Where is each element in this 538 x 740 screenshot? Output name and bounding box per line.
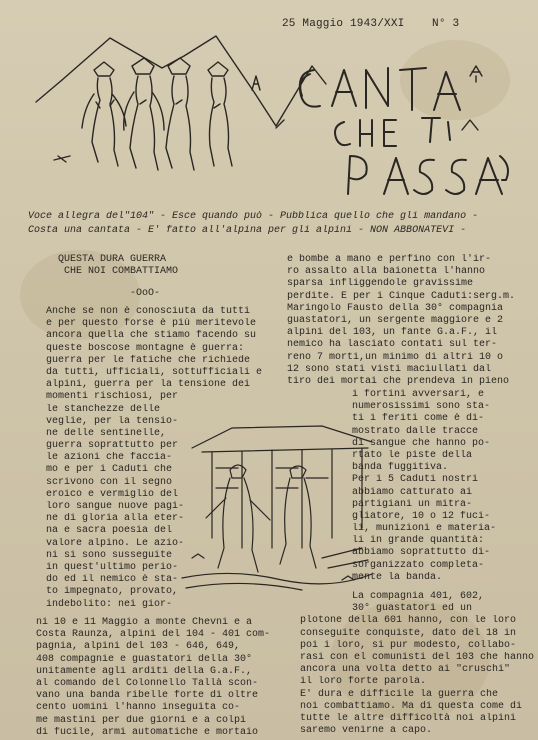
text-line: ancora una volta detto ai "cruschi" (300, 664, 511, 676)
text-line: di fucile, armi automatiche e mortaio (36, 726, 259, 738)
text-line: mente la banda. (352, 571, 443, 583)
text-line: 12 sono stati visti maciullati dal (287, 363, 492, 375)
right-column-bottom (300, 591, 536, 737)
text-line: i fortini avversari, e (352, 389, 485, 400)
text-line: abbiamo catturato ai (352, 486, 473, 498)
text-line: alpini del 103, un fante G.a.F., il (287, 327, 498, 339)
dateline (282, 18, 459, 30)
text-line: Costa Raunza, alpini del 104 - 401 com- (36, 629, 271, 641)
text-line: rasi con el comunisti del 103 che hanno (300, 651, 535, 663)
text-line: sparsa infliggendole gravissime (287, 278, 474, 290)
text-line: Maringolo Fausto della 30° compagnia (287, 302, 504, 314)
masthead-drawing (14, 30, 534, 210)
text-line: me mastini per due giorni e a colpi (36, 714, 247, 726)
text-line: loro sangue nuove pagi- (46, 501, 185, 512)
article-headline-2: CHE NOI COMBATTIAMO (64, 266, 179, 277)
tagline-2: Costa una cantata - E' fatto all'alpina per gli alpini - NON ABBONATEVI - (28, 225, 467, 236)
alpini-figures (54, 58, 232, 170)
text-line: le azioni che faccia- (46, 452, 173, 464)
text-line: tutte le altre difficoltà noi alpini (300, 712, 517, 724)
text-line: di sangue che hanno po- (352, 437, 491, 449)
text-line: queste boscose montagne è guerra: (46, 342, 245, 354)
text-line: le stanchezze delle (46, 403, 161, 415)
text-line: e bombe a mano e perfino con l'ir- (287, 254, 492, 265)
text-line: e per questo forse è più meritevole (46, 318, 257, 330)
text-line: perdite. E per i Cinque Caduti:serg.m. (287, 290, 516, 302)
text-line: mostrato dalle tracce (352, 425, 479, 437)
text-line: guastatori, un sergente maggiore e 2 (287, 314, 504, 326)
text-line: ne delle sentinelle, (46, 427, 167, 439)
text-line: guerra per le fatiche che richiede (46, 354, 251, 366)
text-line: La compagnia 401, 602, (352, 591, 485, 602)
text-line: na e sacra poesia del (46, 525, 173, 537)
text-line: tiro dei mortai che prendeva in pieno (287, 375, 510, 387)
text-line: to impegnato, provato, (46, 586, 179, 598)
text-line: Per i 5 Caduti nostri (352, 474, 479, 486)
text-line: numerosissimi sono sta- (352, 401, 491, 413)
text-line: rtato le piste della (352, 449, 473, 461)
text-line: 408 compagnie e guastatori della 30° (36, 653, 253, 665)
text-line: noi combattiamo. Ma di questa come di (300, 700, 523, 712)
alpini-hut-sketch (172, 408, 382, 598)
text-line: Anche se non è conosciuta da tutti (46, 306, 251, 317)
text-line: scrivono con il segno (46, 476, 173, 488)
text-line: in quest'ultimo perio- (46, 561, 179, 573)
text-line: da tutti, ufficiali, sottufficiali e (46, 366, 263, 378)
text-line: ni si sono susseguite (46, 549, 173, 561)
separator: -OoO- (130, 288, 161, 299)
text-line: ancora quella che stiamo facendo su (46, 330, 257, 342)
text-line: momenti rischiosi, per (46, 391, 179, 403)
text-line: valore alpino. Le azio- (46, 537, 185, 549)
text-line: ne di gloria alla eter- (46, 513, 185, 525)
text-line: unitamente agli arditi della G.a.F., (36, 665, 253, 677)
text-line: partigiani un mitra- (352, 498, 473, 510)
text-line: ro assalto alla baionetta l'hanno (287, 266, 486, 278)
text-line: il loro forte parola. (300, 676, 427, 688)
text-line: poi i loro, si pur modesto, collabo- (300, 639, 517, 651)
text-line: reno 7 morti,un minimo di altri 10 o (287, 351, 504, 363)
text-line: ni 10 e 11 Maggio a monte Chevni e a (36, 617, 253, 628)
title-letters (300, 68, 508, 194)
text-line: do ed il nemico è sta- (46, 574, 179, 586)
text-line: veglie, per la tensio- (46, 415, 179, 427)
tagline-1: Voce allegra del"104" - Esce quando può - Pubblica quello che gli mandano - (28, 211, 479, 222)
issue-date: 25 Maggio 1943/XXI (282, 18, 405, 30)
issue-number: N° 3 (432, 18, 460, 30)
text-line: conseguite conquiste, dato del 18 in (300, 627, 517, 639)
text-line: vano una banda ribelle forte di oltre (36, 690, 259, 702)
text-line: ti i feriti come è di- (352, 413, 485, 425)
text-line: gliatore, 10 o 12 fuci- (352, 510, 491, 522)
text-line: sorganizzato completa- (352, 559, 485, 571)
article-headline-1: QUESTA DURA GUERRA (58, 254, 167, 265)
text-line: li in grande quantità: (352, 535, 485, 547)
text-line: guerra soprattutto per (46, 440, 179, 452)
text-line: al comando del Colonnello Tallà scon- (36, 677, 259, 689)
text-line: pagnia, alpini del 103 - 646, 649, (36, 641, 241, 653)
text-line: banda fuggitiva. (352, 462, 449, 474)
right-column (287, 254, 535, 388)
text-line: plotone della 601 hanno, con le loro (300, 615, 517, 627)
left-column-bottom (36, 617, 286, 739)
text-line: nemico ha lasciato contati sul ter- (287, 339, 498, 351)
text-line: li, munizioni e materia- (352, 523, 497, 535)
text-line: E' dura e difficile la guerra che (300, 688, 499, 700)
text-line: indebolito: nei gior- (46, 598, 173, 610)
text-line: abbiamo soprattutto di- (352, 547, 491, 559)
text-line: cento uomini l'hanno inseguita co- (36, 702, 241, 714)
text-line: mo e per i Caduti che (46, 464, 173, 476)
text-line: saremo venirne a capo. (300, 725, 433, 737)
text-line: alpini, guerra per la tensione dei (46, 379, 251, 391)
text-line: 30° guastatori ed un (352, 603, 473, 615)
right-column-short (352, 389, 538, 584)
text-line: eroico e vermiglio del (46, 488, 179, 500)
